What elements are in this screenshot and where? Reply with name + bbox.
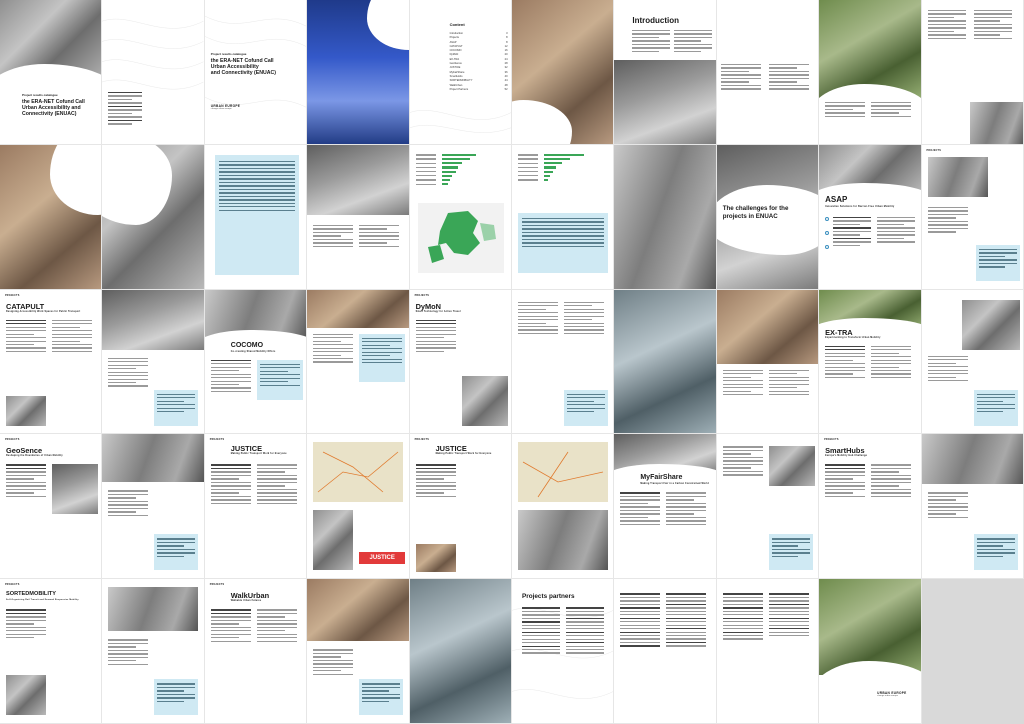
bar-label: [518, 179, 544, 180]
facts-text: [260, 364, 300, 388]
europe-map: [418, 203, 504, 273]
text-col: [6, 464, 46, 499]
poster-photo: [962, 300, 1020, 350]
contents-entry-label: JUSTICE: [449, 66, 461, 70]
wheelchair-photo: [307, 145, 409, 215]
page-map: [410, 145, 512, 290]
text-col: [825, 346, 865, 381]
projects-label: PROJECTS: [209, 438, 225, 442]
bar-label: [416, 171, 442, 172]
page-partners-2: [614, 579, 716, 724]
page-cover-photo-metro: [307, 0, 409, 145]
text-col: [313, 225, 353, 249]
contents-entry-label: EX-TRA: [449, 57, 460, 61]
contents-entry-label: GeoSence: [449, 62, 462, 66]
country-bars: [416, 153, 476, 187]
projects-label: PROJECTS: [926, 148, 942, 152]
contents-entry-label: ASAP: [449, 40, 457, 44]
extra-subtitle: Experimenting to Transform Urban Mobility: [825, 336, 881, 339]
bar-label: [518, 158, 544, 159]
text-col: [723, 446, 763, 477]
contents-entry-page: 8: [506, 40, 508, 44]
text-col: [825, 464, 865, 499]
bar: [442, 175, 452, 177]
facts-box: [154, 534, 198, 570]
page-accessibility-photo: [307, 145, 409, 290]
justice-title: JUSTICE: [230, 444, 262, 454]
text-col: [257, 464, 297, 506]
bar: [544, 154, 584, 156]
page-station-photo: [410, 579, 512, 724]
diagram-image: [108, 587, 198, 631]
facts-box: [359, 679, 403, 715]
text-col: [257, 609, 297, 644]
facts-box: [154, 679, 198, 715]
page-myfairshare-2: [717, 434, 819, 579]
bar-label: [416, 154, 442, 155]
page-cover: [0, 0, 102, 145]
page-inner-cover: [205, 0, 307, 145]
challenge-icon: [825, 245, 829, 249]
facts-box: [564, 390, 608, 426]
diagram-image: [928, 157, 988, 197]
brand-tagline: change urban europe: [877, 695, 898, 698]
challenges-title-line1: The challenges for the: [722, 204, 789, 212]
walkurban-subtitle: Walkable Urban Futures: [230, 600, 262, 603]
text-col: [108, 639, 148, 667]
contents-entry-label: MyFairShare: [449, 70, 465, 74]
asap-title: ASAP: [825, 194, 848, 204]
walkurban-title: WalkUrban: [230, 591, 270, 601]
text-col: [564, 302, 604, 337]
text-col: [928, 356, 968, 384]
bar-row: [416, 182, 476, 186]
text-col: [871, 346, 911, 381]
contents-entry-label: WalkUrban: [449, 83, 463, 87]
text-col: [211, 609, 251, 644]
intro-text-col6: [871, 102, 911, 119]
screen-photo: [462, 376, 508, 426]
partners-title: Projects partners: [521, 593, 575, 601]
facts-text: [567, 394, 605, 415]
text-col: [52, 320, 92, 355]
asap-text: [833, 217, 871, 248]
partners-list: [566, 607, 604, 656]
bar-label: [518, 154, 544, 155]
facts-box: [359, 334, 405, 382]
facts-text: [979, 249, 1017, 270]
bar-label: [518, 171, 544, 172]
text-col: [928, 207, 968, 235]
challenge-icon: [825, 217, 829, 221]
bar: [442, 179, 450, 181]
page-table: [205, 145, 307, 290]
table-rows: [219, 161, 295, 213]
brand-name: URBAN EUROPE: [210, 104, 241, 108]
page-justice-3: [512, 434, 614, 579]
asap-text-col2: [877, 217, 915, 245]
facts-text: [362, 683, 400, 704]
text-col: [313, 649, 353, 677]
text-col: [211, 360, 251, 395]
facts-box: [974, 534, 1018, 570]
cityhall-photo: [717, 290, 819, 364]
text-col: [769, 370, 809, 398]
contents-entry-page: 3: [506, 32, 508, 35]
projects-label: PROJECTS: [414, 438, 430, 442]
contents-entry-page: 12: [504, 44, 508, 48]
projects-label: PROJECTS: [5, 293, 20, 297]
bar: [442, 162, 462, 164]
intro-text-col7: [928, 10, 966, 41]
contents-title: Content: [449, 22, 465, 27]
contents-list: [450, 32, 508, 92]
facts-text: [977, 394, 1015, 415]
photo-blob: [717, 185, 819, 255]
brand-name: URBAN EUROPE: [877, 691, 907, 696]
challenge-icon: [825, 231, 829, 235]
route-map-svg: [518, 442, 608, 502]
projects-table: [215, 155, 299, 275]
partners-list: [522, 607, 560, 656]
page-sortedmobility: [0, 579, 102, 724]
text-col: [108, 490, 148, 518]
myfairshare-subtitle: Making Transport Fair in a Carbon Constrained World: [640, 483, 709, 486]
page-justice-map: [307, 434, 409, 579]
page-imprint: [102, 0, 204, 145]
cover-title-line2: Urban Accessibility and: [22, 105, 81, 111]
page-cocomo: [205, 290, 307, 435]
photo: [922, 434, 1024, 484]
contents-entry-page: 44: [504, 79, 508, 83]
contents-entry-label: SmartHubs: [449, 74, 463, 78]
bar: [544, 171, 553, 173]
smarthubs-subtitle: Europe's Mobility Hub Challenge: [825, 455, 868, 458]
org-bars: [518, 153, 588, 182]
page-extra: [819, 290, 921, 435]
partners-list: [723, 593, 763, 642]
page-smarthubs: [819, 434, 921, 579]
photo: [416, 544, 456, 572]
text-col: [6, 609, 46, 640]
sortedmobility-subtitle: Self-Organising Rail Transit and Demand Responsive Mobility: [6, 599, 79, 602]
bar: [544, 162, 562, 164]
photo: [769, 446, 815, 486]
sortedmobility-title: SORTEDMOBILITY: [6, 591, 57, 598]
contents-entry-label: DyMoN: [449, 53, 459, 57]
intro-photo: [614, 60, 716, 144]
contents-entry-page: 16: [504, 49, 508, 53]
contents-entry-page: 48: [504, 83, 508, 87]
contents-entry-label: Projects: [449, 36, 459, 40]
partners-list: [666, 593, 706, 649]
contents-entry-page: 40: [504, 74, 508, 78]
geosence-subtitle: Reshaping the Boundaries of Urban Mobility: [6, 455, 63, 458]
facts-box: [976, 245, 1020, 281]
projects-label: PROJECTS: [5, 583, 20, 587]
imprint-text: [108, 92, 142, 127]
bar: [544, 166, 556, 168]
text-col: [928, 492, 968, 520]
page-geosence: [0, 434, 102, 579]
page-justice-2: [410, 434, 512, 579]
geosence-title: GeoSence: [6, 446, 43, 456]
cocomo-subtitle: Co-creating Shared Mobility Offers: [230, 350, 276, 353]
cover-eyebrow: Project results catalogue: [22, 93, 58, 97]
cocomo-title: COCOMO: [230, 341, 264, 349]
bar-label: [416, 184, 442, 185]
bar: [442, 158, 470, 160]
contents-entry-page: 20: [504, 53, 508, 57]
page-park-photo: [819, 0, 921, 145]
bar: [442, 166, 458, 168]
contents-entry-label: Project Partners: [449, 87, 469, 91]
page-city-photo: [102, 145, 204, 290]
dymon-title: DyMoN: [415, 301, 442, 311]
page-dymon-2: [512, 290, 614, 435]
map-svg: [418, 203, 504, 273]
inner-cover-title-line3: and Connectivity (ENUAC): [210, 70, 276, 76]
cover-title-line1: the ERA-NET Cofund Call: [22, 99, 85, 105]
bar-label: [416, 158, 442, 159]
bar: [442, 183, 448, 185]
bar-label: [518, 163, 544, 164]
page-bridge-photo: [614, 290, 716, 435]
text-col: [313, 334, 353, 365]
page-asap-1: [819, 145, 921, 290]
facts-text: [362, 338, 402, 366]
bus-photo: [6, 396, 46, 426]
photo: [307, 290, 409, 328]
bar-label: [416, 167, 442, 168]
text-col: [108, 358, 148, 389]
projects-label: PROJECTS: [209, 583, 225, 587]
cover-title-line3: Connectivity (ENUAC): [22, 111, 77, 117]
text-col: [359, 225, 399, 249]
bar-label: [416, 179, 442, 180]
crowd-photo: [307, 579, 409, 641]
page-bars: [512, 145, 614, 290]
page-back-cover: [819, 579, 921, 724]
contents-entry-page: 24: [504, 57, 508, 61]
text-col: [666, 492, 706, 527]
bar-label: [518, 167, 544, 168]
page-photo-square: [512, 0, 614, 145]
geosence-photo: [52, 464, 98, 514]
page-contents: [410, 0, 512, 145]
contents-entry-label: CATAPULT: [449, 44, 463, 48]
justice-banner: JUSTICE: [359, 552, 405, 564]
intro-text-col2: [674, 30, 712, 54]
station-photo: [410, 579, 512, 723]
intro-text-col8: [974, 10, 1012, 41]
bar: [544, 158, 570, 160]
text-col: [416, 320, 456, 355]
contents-entry-label: Introduction: [449, 32, 464, 35]
contents-entry-page: 52: [504, 87, 508, 91]
facts-text: [157, 394, 195, 415]
bar: [442, 154, 476, 156]
intro-title: Introduction: [632, 16, 679, 25]
intro-text-col3: [721, 64, 761, 92]
intro-text-col1: [632, 30, 670, 54]
partners-list: [620, 593, 660, 649]
page-geosence-2: [102, 434, 204, 579]
contents-entry-label: SORTEDMOBILITY: [449, 79, 473, 83]
page-crowd-photo: [614, 145, 716, 290]
text-col: [6, 320, 46, 355]
facts-box: [154, 390, 198, 426]
partners-table: [518, 213, 608, 273]
page-myfairshare: [614, 434, 716, 579]
bar: [544, 175, 550, 177]
text-col: [211, 464, 251, 506]
projects-label: PROJECTS: [414, 293, 430, 297]
projects-label: PROJECTS: [5, 438, 20, 442]
asap-subtitle: Innovative Solutions for Barrier-Free Urban Mobility: [825, 204, 895, 208]
photo: [102, 434, 204, 482]
page-smarthubs-2: [922, 434, 1024, 579]
page-introduction-2: [717, 0, 819, 145]
bar-row: [518, 178, 588, 182]
page-sortedmobility-2: [102, 579, 204, 724]
partners-list: [769, 593, 809, 638]
page-introduction-1: [614, 0, 716, 145]
brand-tagline: change urban europe: [210, 108, 232, 110]
diagram-image: [6, 675, 46, 715]
bar-label: [518, 175, 544, 176]
page-walkurban-2: [307, 579, 409, 724]
text-col: [723, 370, 763, 398]
page-partners-3: [717, 579, 819, 724]
route-map: [313, 442, 403, 502]
page-justice-1: [205, 434, 307, 579]
page-cityhall-photo: [717, 290, 819, 435]
text-col: [620, 492, 660, 527]
crowd-photo: [614, 145, 716, 289]
page-partners-1: [512, 579, 614, 724]
page-catapult-2: [102, 290, 204, 435]
text-col: [518, 302, 558, 337]
contents-entry-page: 36: [504, 70, 508, 74]
justice-subtitle: Making Public Transport Work for Everyone: [230, 453, 287, 456]
page-asap-2: [922, 145, 1024, 290]
bridge-photo: [614, 290, 716, 434]
facts-box: [974, 390, 1018, 426]
inner-cover-title-line1: the ERA-NET Cofund Call: [210, 58, 274, 64]
projects-label: PROJECTS: [824, 438, 839, 442]
photo: [518, 510, 608, 570]
contents-entry[interactable]: [450, 88, 508, 92]
scooter-photo: [102, 290, 204, 350]
facts-text: [157, 538, 195, 559]
page-dymon: [410, 290, 512, 435]
route-map: [518, 442, 608, 502]
facts-text: [977, 538, 1015, 559]
catapult-title: CATAPULT: [6, 301, 45, 311]
myfairshare-title: MyFairShare: [640, 474, 683, 482]
street-photo: [970, 102, 1024, 144]
facts-box: [257, 360, 303, 400]
page-street-photo: [0, 145, 102, 290]
route-map-svg: [313, 442, 403, 502]
contents-entry-page: 8: [506, 36, 508, 40]
photo: [313, 510, 353, 570]
facts-text: [772, 538, 810, 559]
text-col: [871, 464, 911, 499]
inner-cover-eyebrow: Project results catalogue: [210, 52, 247, 56]
justice-subtitle: Making Public Transport Work for Everyone: [435, 453, 492, 456]
inner-cover-title-line2: Urban Accessibility: [210, 64, 259, 70]
page-cocomo-2: [307, 290, 409, 435]
challenges-title-line2: projects in ENUAC: [722, 212, 778, 220]
page-catapult: [0, 290, 102, 435]
contents-entry-page: 28: [504, 62, 508, 66]
intro-text-col4: [769, 64, 809, 92]
page-challenges: [717, 145, 819, 290]
contents-entry-label: COCOMO: [449, 49, 462, 53]
bar-label: [416, 175, 442, 176]
brand-logo: [211, 104, 240, 110]
bar: [442, 171, 456, 173]
dymon-subtitle: Smart Technology for Active Travel: [415, 310, 461, 313]
catapult-subtitle: Designing Accessibility Work Spaces for Public Transport: [6, 310, 81, 313]
bar-label: [416, 163, 442, 164]
text-col: [416, 464, 456, 499]
bar: [544, 179, 548, 181]
page-walkurban: [205, 579, 307, 724]
smarthubs-title: SmartHubs: [825, 446, 865, 456]
extra-title: EX-TRA: [825, 327, 853, 337]
intro-text-col5: [825, 102, 865, 119]
page-introduction-3: [922, 0, 1024, 145]
justice-title: JUSTICE: [435, 444, 467, 454]
contents-entry-page: 32: [504, 66, 508, 70]
facts-text: [157, 683, 195, 704]
table-rows: [522, 218, 604, 249]
brand-logo-back: [877, 691, 906, 697]
page-extra-2: [922, 290, 1024, 435]
facts-box: [769, 534, 813, 570]
